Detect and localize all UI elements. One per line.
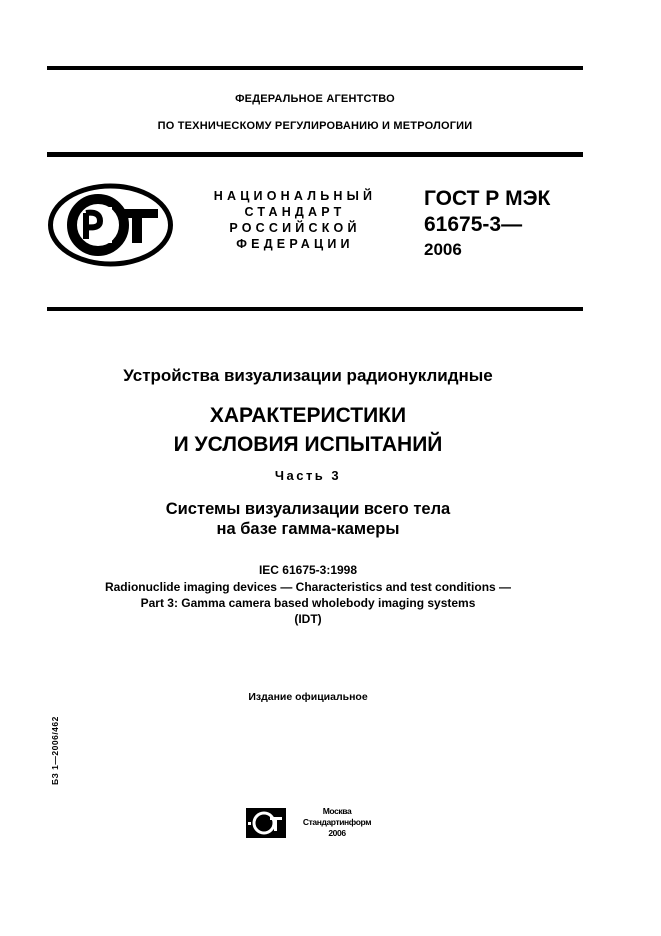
gost-year: 2006	[424, 240, 462, 259]
document-title-line-1: ХАРАКТЕРИСТИКИ	[209, 404, 407, 427]
agency-line-2: ПО ТЕХНИЧЕСКОМУ РЕГУЛИРОВАНИЮ И МЕТРОЛОГИИ	[157, 120, 473, 132]
iec-title-line-1: Radionuclide imaging devices — Characteristics and test conditions —	[104, 580, 512, 594]
publisher-name: Стандартинформ	[302, 817, 372, 827]
standard-type-line-1: НАЦИОНАЛЬНЫЙ	[213, 189, 377, 203]
part-title-line-2: на базе гамма-камеры	[216, 520, 400, 538]
document-title-line-2: И УСЛОВИЯ ИСПЫТАНИЙ	[173, 433, 443, 456]
standard-rule	[47, 307, 583, 311]
standard-type-line-4: ФЕДЕРАЦИИ	[236, 237, 354, 251]
part-title-line-1: Системы визуализации всего тела	[165, 500, 451, 518]
official-edition: Издание официальное	[248, 691, 368, 703]
publisher-info	[292, 806, 382, 839]
idt-marker: (IDT)	[294, 612, 322, 626]
standard-type-line-2: СТАНДАРТ	[244, 205, 346, 219]
agency-line-1: ФЕДЕРАЛЬНОЕ АГЕНТСТВО	[235, 93, 395, 105]
publisher-year: 2006	[328, 828, 346, 838]
gost-designation-line-1: ГОСТ Р МЭК	[424, 187, 551, 210]
publisher-city: Москва	[322, 806, 352, 816]
side-code: БЗ 1—2006/462	[50, 716, 60, 785]
standard-type-line-3: РОССИЙСКОЙ	[229, 221, 361, 235]
document-subject: Устройства визуализации радионуклидные	[123, 366, 493, 385]
iec-title-line-2: Part 3: Gamma camera based wholebody imaging systems	[140, 596, 476, 610]
standard-type	[200, 188, 390, 252]
standartinform-logo-icon	[246, 808, 286, 838]
header-rule	[47, 152, 583, 157]
document-part: Часть 3	[274, 468, 342, 483]
iec-reference: IEC 61675-3:1998	[258, 563, 358, 577]
gost-designation-line-2: 61675-3—	[424, 213, 523, 236]
top-rule	[47, 66, 583, 70]
rst-logo-icon	[48, 183, 173, 267]
